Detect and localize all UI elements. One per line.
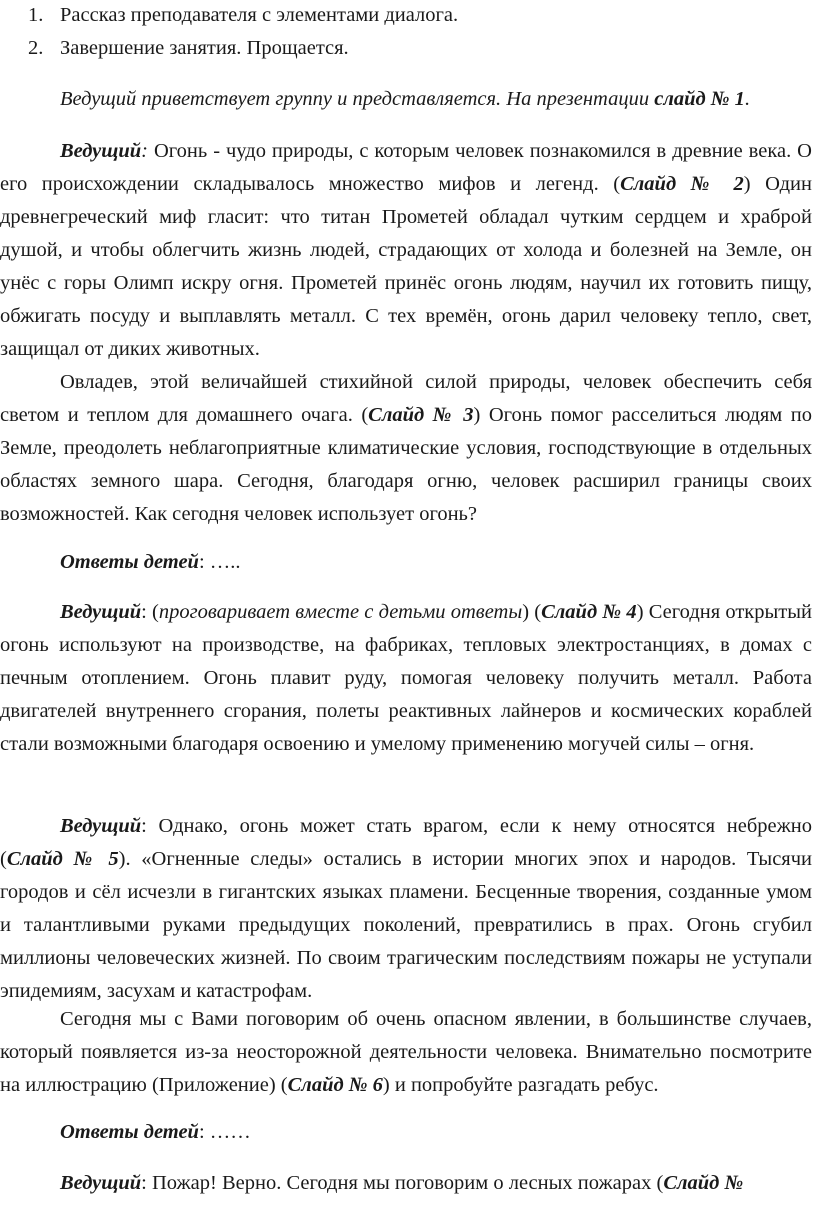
stage-direction: Ведущий приветствует группу и представляется. На презентации <box>60 88 655 110</box>
text: : Однако, огонь может стать врагом, если к нему относятся небрежно ( <box>0 815 812 870</box>
text: ) Сегодня открытый огонь используют на производстве, на фабриках, тепловых электростанциях, в домах с печным отоплением. Огонь плавит руду, помогая человеку получить металл. Работа двигателей внутреннего сгорания, полеты реактивных лайнеров и космических кораблей стали возможными благодаря освоению и умелому применению могучей силы – огня. <box>0 601 812 755</box>
punct: . <box>744 88 751 110</box>
slide-ref: Слайд № 4 <box>541 601 637 623</box>
text: : Пожар! Верно. Сегодня мы поговорим о лесных пожарах ( <box>141 1172 664 1194</box>
slide-ref: слайд № 1 <box>654 88 745 110</box>
paragraph-danger <box>0 810 812 1008</box>
text: Овладев, этой величайшей стихийной силой природы, человек обеспечить себя светом и теплом для домашнего очага. ( <box>0 371 812 426</box>
text: ). «Огненные следы» остались в истории многих эпох и народов. Тысячи городов и сёл исчезли в гигантских языках пламени. Бесценные творения, созданные умом и талантливыми руками предыдущих поколений, превратились в прах. Огонь сгубил миллионы человеческих жизней. По своим трагическим последствиям пожары не уступали эпидемиям, засухам и катастрофам. <box>0 848 812 1002</box>
text: ) Огонь помог расселиться людям по Земле, преодолеть неблагоприятные климатические условия, господствующие в отдельных областях земного шара. Сегодня, благодаря огню, человек расширил границы своих возможностей. Как сегодня человек использует огонь? <box>0 404 812 525</box>
text: ) и попробуйте разгадать ребус. <box>382 1074 659 1096</box>
paragraph-usage <box>0 596 812 761</box>
slide-ref: Слайд № 2 <box>620 173 744 195</box>
list-item <box>28 32 349 65</box>
list-text: Рассказ преподавателя с элементами диалога. <box>60 4 459 26</box>
slide-ref: Слайд № 3 <box>368 404 474 426</box>
speaker-label: Ведущий <box>60 601 142 623</box>
paragraph-answers-1 <box>0 546 812 579</box>
slide-ref: Слайд № 5 <box>6 848 119 870</box>
speaker-label: Ответы детей <box>60 551 199 573</box>
text: ) Один древнегреческий миф гласит: что титан Прометей обладал чутким сердцем и храброй душой, и чтобы облегчить жизнь людей, страдающих от холода и болезней на Земле, он унёс с горы Олимп искру огня. Прометей принёс огонь людям, научил их готовить пищу, обжигать посуду и выплавлять металл. С тех времён, огонь дарил человеку тепло, свет, защищал от диких животных. <box>0 173 813 360</box>
paragraph-greeting <box>0 83 812 116</box>
speaker-label: Ведущий <box>60 140 142 162</box>
text: : ….. <box>198 551 241 573</box>
speaker-label: Ведущий <box>60 1172 142 1194</box>
text: : …… <box>198 1121 251 1143</box>
paragraph-mastery <box>0 366 812 531</box>
paragraph-forest-fires <box>0 1167 812 1200</box>
text: ) ( <box>522 601 542 623</box>
list-number: 1. <box>28 4 44 26</box>
colon: : <box>141 140 148 162</box>
speaker-label: Ведущий <box>60 815 142 837</box>
list-text: Завершение занятия. Прощается. <box>60 37 349 59</box>
paragraph-rebus <box>0 1003 812 1102</box>
slide-ref: Слайд № 6 <box>287 1074 383 1096</box>
list-item <box>28 0 458 32</box>
slide-ref: Слайд № <box>663 1172 744 1194</box>
list-number: 2. <box>28 37 44 59</box>
speaker-label: Ответы детей <box>60 1121 199 1143</box>
text: Огонь - чудо природы, с которым человек познакомился в древние века. О его происхождении складывалось множество мифов и легенд. ( <box>0 140 812 195</box>
stage-direction: проговаривает вместе с детьми ответы <box>158 601 523 623</box>
text: : ( <box>141 601 159 623</box>
text: Сегодня мы с Вами поговорим об очень опасном явлении, в большинстве случаев, который появляется из-за неосторожной деятельности человека. Внимательно посмотрите на иллюстрацию (Приложение) ( <box>0 1008 812 1096</box>
paragraph-prometheus <box>0 135 812 366</box>
paragraph-answers-2 <box>0 1116 812 1149</box>
